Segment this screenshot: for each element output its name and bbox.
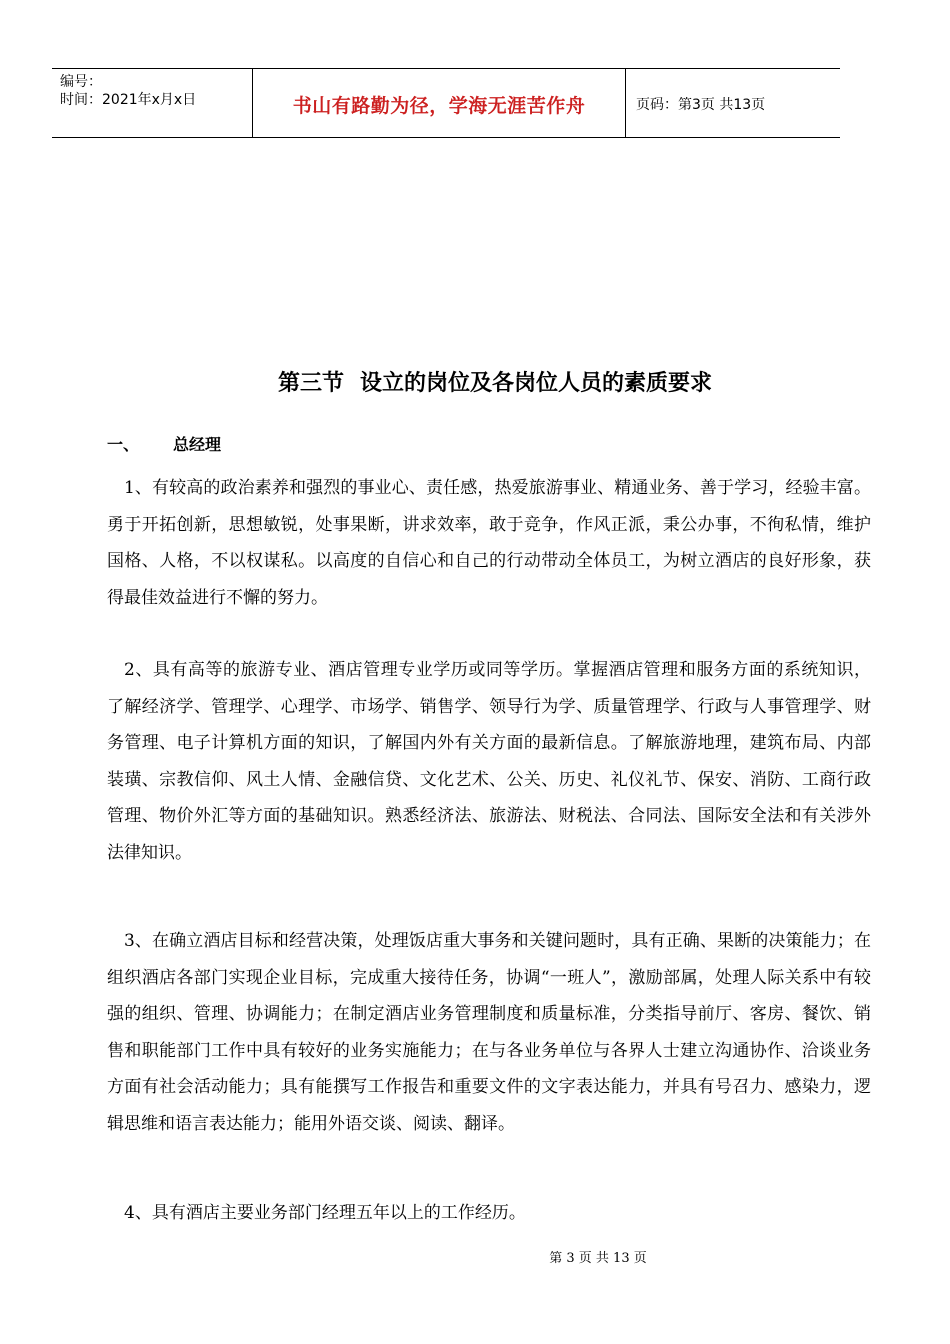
subsection-number: 一、 [107,435,140,454]
document-number-label: 编号： [60,74,102,90]
section-title [0,366,950,397]
page-footer: 第 3 页 共 13 页 [549,1251,647,1266]
header-page-cell [626,69,840,137]
paragraph-3: 3、在确立酒店目标和经营决策，处理饭店重大事务和关键问题时，具有正确、果断的决策能力；在组织酒店各部门实现企业目标，完成重大接待任务，协调“一班人”，激励部属，处理人际关系中有较强的组织、管理、协调能力；在制定酒店业务管理制度和质量标准，分类指导前厅、客房、餐饮、销售和职能部门工作中具有较好的业务实施能力；在与各业务单位与各界人士建立沟通协作、洽谈业务方面有社会活动能力；具有能撰写工作报告和重要文件的文字表达能力，并具有号召力、感染力，逻辑思维和语言表达能力；能用外语交谈、阅读、翻译。 [107,931,871,1134]
header-motto: 书山有路勤为径，学海无涯苦作舟 [292,95,586,117]
subsection-heading [107,432,221,455]
section-title-number: 第三节 [277,371,344,396]
paragraph-4: 4、具有酒店主要业务部门经理五年以上的工作经历。 [124,1203,526,1223]
document-date: 时间：2021年x月x日 [60,92,197,108]
paragraph-2: 2、具有高等的旅游专业、酒店管理专业学历或同等学历。掌握酒店管理和服务方面的系统知识， 了解经济学、管理学、心理学、市场学、销售学、领导行为学、质量管理学、行政与人事管理学、财务管理、电子计算机方面的知识，了解国内外有关方面的最新信息。了解旅游地理，建筑布局、内部装璜、宗教信仰、风土人情、金融信贷、文化艺术、公关、历史、礼仪礼节、保安、消防、工商行政管理、物价外汇等方面的基础知识。熟悉经济法、旅游法、财税法、合同法、国际安全法和有关涉外法律知识。 [107,660,871,863]
header-motto-cell [253,69,626,137]
header-page-info: 页码：第3页 共13页 [636,97,766,113]
subsection-title: 总经理 [173,435,222,454]
paragraph-1: 1、有较高的政治素养和强烈的事业心、责任感，热爱旅游事业、精通业务、善于学习，经验丰富。勇于开拓创新，思想敏锐，处事果断，讲求效率，敢于竞争，作风正派，秉公办事，不徇私情，维护国格、人格，不以权谋私。以高度的自信心和自己的行动带动全体员工，为树立酒店的良好形象，获得最佳效益进行不懈的努力。 [107,478,871,608]
document-header [52,68,840,138]
header-meta-cell [52,69,253,137]
section-title-text: 设立的岗位及各岗位人员的素质要求 [360,371,713,396]
